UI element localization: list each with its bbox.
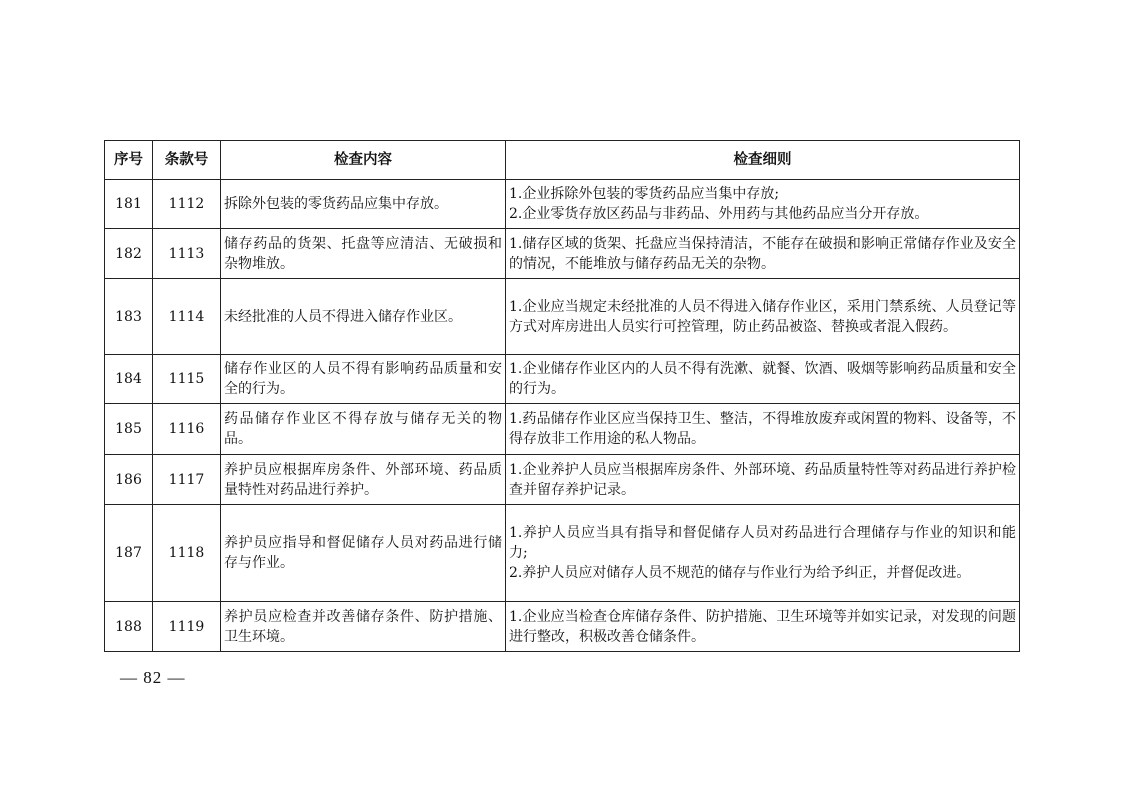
table-row xyxy=(105,602,1020,652)
header-clause: 条款号 xyxy=(153,141,221,180)
cell-seq: 186 xyxy=(105,455,153,505)
cell-details xyxy=(506,229,1020,279)
cell-details xyxy=(506,404,1020,455)
cell-seq: 187 xyxy=(105,505,153,602)
cell-details xyxy=(506,180,1020,229)
header-seq: 序号 xyxy=(105,141,153,180)
cell-seq: 185 xyxy=(105,404,153,455)
header-details: 检查细则 xyxy=(506,141,1020,180)
detail-line: 2.企业零货存放区药品与非药品、外用药与其他药品应当分开存放。 xyxy=(509,206,929,222)
cell-clause: 1116 xyxy=(153,404,221,455)
detail-line: 1.养护人员应当具有指导和督促储存人员对药品进行合理储存与作业的知识和能力; xyxy=(509,525,1016,561)
table-row xyxy=(105,279,1020,355)
detail-line: 1.药品储存作业区应当保持卫生、整洁，不得堆放废弃或闲置的物料、设备等，不得存放非工作用途的私人物品。 xyxy=(509,411,1016,447)
cell-details xyxy=(506,279,1020,355)
cell-clause: 1114 xyxy=(153,279,221,355)
cell-details xyxy=(506,505,1020,602)
table-header-row xyxy=(105,141,1020,180)
cell-seq: 184 xyxy=(105,355,153,404)
table-row xyxy=(105,505,1020,602)
cell-content: 储存作业区的人员不得有影响药品质量和安全的行为。 xyxy=(221,355,506,404)
table-row xyxy=(105,404,1020,455)
detail-line: 1.企业应当检查仓库储存条件、防护措施、卫生环境等并如实记录，对发现的问题进行整改，积极改善仓储条件。 xyxy=(509,608,1016,645)
cell-details xyxy=(506,602,1020,652)
inspection-table xyxy=(104,140,1020,652)
cell-details xyxy=(506,455,1020,505)
table-row xyxy=(105,229,1020,279)
cell-content: 养护员应根据库房条件、外部环境、药品质量特性对药品进行养护。 xyxy=(221,455,506,505)
detail-line: 2.养护人员应对储存人员不规范的储存与作业行为给予纠正，并督促改进。 xyxy=(509,565,971,581)
cell-content: 养护员应指导和督促储存人员对药品进行储存与作业。 xyxy=(221,505,506,602)
cell-content: 储存药品的货架、托盘等应清洁、无破损和杂物堆放。 xyxy=(221,229,506,279)
cell-clause: 1113 xyxy=(153,229,221,279)
detail-line: 1.企业拆除外包装的零货药品应当集中存放; xyxy=(509,186,780,202)
cell-seq: 183 xyxy=(105,279,153,355)
cell-clause: 1112 xyxy=(153,180,221,229)
table-body xyxy=(105,180,1020,652)
cell-content: 药品储存作业区不得存放与储存无关的物品。 xyxy=(221,404,506,455)
table-row xyxy=(105,355,1020,404)
cell-seq: 182 xyxy=(105,229,153,279)
table-row xyxy=(105,180,1020,229)
detail-line: 1.企业养护人员应当根据库房条件、外部环境、药品质量特性等对药品进行养护检查并留存养护记录。 xyxy=(509,461,1016,498)
cell-seq: 188 xyxy=(105,602,153,652)
page-number: — 82 — xyxy=(120,668,186,687)
cell-clause: 1117 xyxy=(153,455,221,505)
cell-seq: 181 xyxy=(105,180,153,229)
detail-line: 1.储存区域的货架、托盘应当保持清洁，不能存在破损和影响正常储存作业及安全的情况，不能堆放与储存药品无关的杂物。 xyxy=(509,235,1016,272)
cell-details xyxy=(506,355,1020,404)
detail-line: 1.企业储存作业区内的人员不得有洗漱、就餐、饮酒、吸烟等影响药品质量和安全的行为。 xyxy=(509,361,1016,397)
cell-content: 养护员应检查并改善储存条件、防护措施、卫生环境。 xyxy=(221,602,506,652)
cell-clause: 1115 xyxy=(153,355,221,404)
cell-content: 拆除外包装的零货药品应集中存放。 xyxy=(221,180,506,229)
cell-content: 未经批准的人员不得进入储存作业区。 xyxy=(221,279,506,355)
cell-clause: 1118 xyxy=(153,505,221,602)
detail-line: 1.企业应当规定未经批准的人员不得进入储存作业区，采用门禁系统、人员登记等方式对库房进出人员实行可控管理，防止药品被盗、替换或者混入假药。 xyxy=(509,298,1016,335)
cell-clause: 1119 xyxy=(153,602,221,652)
header-content: 检查内容 xyxy=(221,141,506,180)
table-row xyxy=(105,455,1020,505)
